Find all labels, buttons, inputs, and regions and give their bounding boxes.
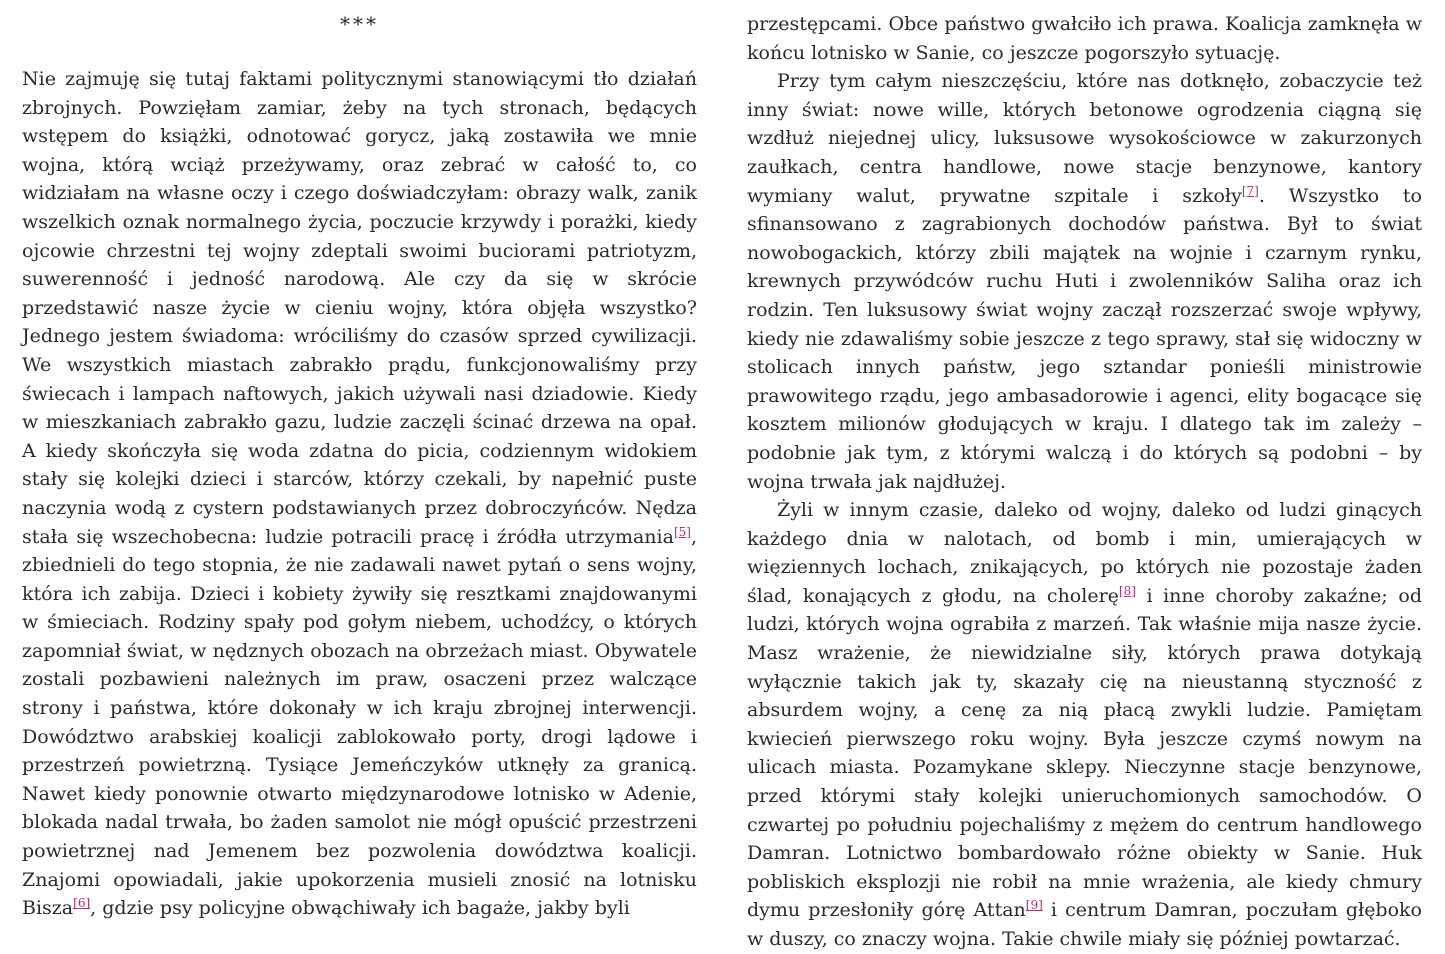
text-run: , zbiednieli do tego stopnia, że nie zadawali nawet pytań o sens wojny, która ich zabija. Dzieci i kobiety żywiły się resztkami znajdowanymi w śmieciach. Rodziny spały pod gołym niebem, uchodźcy, o których zapomniał świat, w nędznych obozach na obrzeżach miast. Obywatele zostali pozbawieni należnych im praw, osaczeni przez walczące strony i państwa, które dokonały w ich kraju zbrojnej interwencji. Dowództwo arabskiej koalicji zablokowało porty, drogi lądowe i przestrzeń powietrzną. Tysiące Jemeńczyków utknęły za granicą. Nawet kiedy ponownie otwarto międzynarodowe lotnisko w Adenie, blokada nadal trwała, bo żaden samolot nie mógł opuścić przestrzeni powietrznej nad Jemenem bez pozwolenia dowództwa koalicji. Znajomi opowiadali, jakie upokorzenia musieli znosić na lotnisku Bisza	[22, 525, 697, 920]
paragraph	[747, 67, 1422, 496]
text-run: Żyli w innym czasie, daleko od wojny, daleko od ludzi ginących każdego dnia w nalotach, od bomb i min, umierających w więziennych lochach, znikających, po których nie pozostaje żaden ślad, konających z głodu, na cholerę	[747, 499, 1422, 607]
paragraph	[22, 65, 697, 923]
text-run: , gdzie psy policyjne obwąchiwały ich bagaże, jakby byli	[90, 897, 630, 920]
text-column-right	[747, 10, 1422, 950]
text-run: Przy tym całym nieszczęściu, które nas dotknęło, zobaczycie też inny świat: nowe wille, których betonowe ogrodzenia ciągną się wzdłuż niejednej ulicy, luksusowe wysokościowce w zakurzonych zaułkach, centra handlowe, nowe stacje benzynowe, kantory wymiany walut, prywatne szpitale i szkoły	[747, 70, 1422, 207]
text-run: . Wszystko to sfinansowano z zagrabionych dochodów państwa. Był to świat nowobogackich, którzy zbili majątek na wojnie i czarnym rynku, krewnych przywódców ruchu Huti i zwolenników Saliha oraz ich rodzin. Ten luksusowy świat wojny zaczął rozszerzać swoje wpływy, kiedy nie zdawaliśmy sobie jeszcze z tego sprawy, stał się widoczny w stolicach innych państw, jego sztandar ponieśli ministrowie prawowitego rządu, jego ambasadorowie i agenci, elity bogacące się kosztem milionów głodujących w kraju. I dlatego tak im zależy – podobnie jak tym, z którymi walczą i do których są podobni – by wojna trwała jak najdłużej.	[747, 184, 1422, 493]
footnote-ref-6[interactable]: [6]	[73, 896, 91, 911]
text-run: i centrum Damran, poczułam głęboko w duszy, co znaczy wojna. Takie chwile miały się później powtarzać.	[747, 899, 1422, 950]
paragraph	[747, 496, 1422, 954]
footnote-ref-5[interactable]: [5]	[673, 524, 691, 539]
footnote-ref-8[interactable]: [8]	[1118, 583, 1136, 598]
text-run: przestępcami. Obce państwo gwałciło ich prawa. Koalicja zamknęła w końcu lotnisko w Sanie, co jeszcze pogorszyło sytuację.	[747, 13, 1422, 64]
footnote-ref-7[interactable]: [7]	[1241, 183, 1259, 198]
text-run: Nie zajmuję się tutaj faktami politycznymi stanowiącymi tło działań zbrojnych. Powzięłam zamiar, żeby na tych stronach, będących wstępem do książki, odnotować gorycz, jaką zostawiła we mnie wojna, którą wciąż przeżywamy, oraz zebrać w całość to, co widziałam na własne oczy i czego doświadczyłam: obrazy walk, zanik wszelkich oznak normalnego życia, poczucie krzywdy i porażki, kiedy ojcowie chrzestni tej wojny zdeptali swoimi buciorami patriotyzm, suwerenność i jedność narodową. Ale czy da się w skrócie przedstawić nasze życie w cieniu wojny, która objęła wszystko? Jednego jestem świadoma: wróciliśmy do czasów sprzed cywilizacji. We wszystkich miastach zabrakło prądu, funkcjonowaliśmy przy świecach i lampach naftowych, jakich używali nasi dziadowie. Kiedy w mieszkaniach zabrakło gazu, ludzie zaczęli ścinać drzewa na opał. A kiedy skończyła się woda zdatna do picia, codziennym widokiem stały się kolejki dzieci i starców, którzy czekali, by napełnić puste naczynia wodą z cystern podstawianych przez dobroczyńców. Nędza stała się wszechobecna: ludzie potracili pracę i źródła utrzymania	[22, 68, 697, 548]
section-break: ***	[340, 12, 379, 36]
text-column-left	[22, 10, 697, 937]
paragraph	[747, 10, 1422, 67]
footnote-ref-9[interactable]: [9]	[1025, 898, 1043, 913]
text-run: i inne choroby zakaźne; od ludzi, których wojna ograbiła z marzeń. Tak właśnie mija nasze życie. Masz wrażenie, że niewidzialne siły, których prawa dotykają wyłącznie takich jak ty, skazały cię na nieustanną styczność z absurdem wojny, a cenę za nią płacą zwykli ludzie. Pamiętam kwiecień pierwszego roku wojny. Była jeszcze czymś nowym na ulicach miasta. Pozamykane sklepy. Nieczynne stacje benzynowe, przed którymi stały kolejki unieruchomionych samochodów. O czwartej po południu pojechaliśmy z mężem do centrum handlowego Damran. Lotnictwo bombardowało różne obiekty w Sanie. Huk pobliskich eksplozji nie robił na mnie wrażenia, ale kiedy chmury dymu przesłoniły górę Attan	[747, 584, 1422, 922]
